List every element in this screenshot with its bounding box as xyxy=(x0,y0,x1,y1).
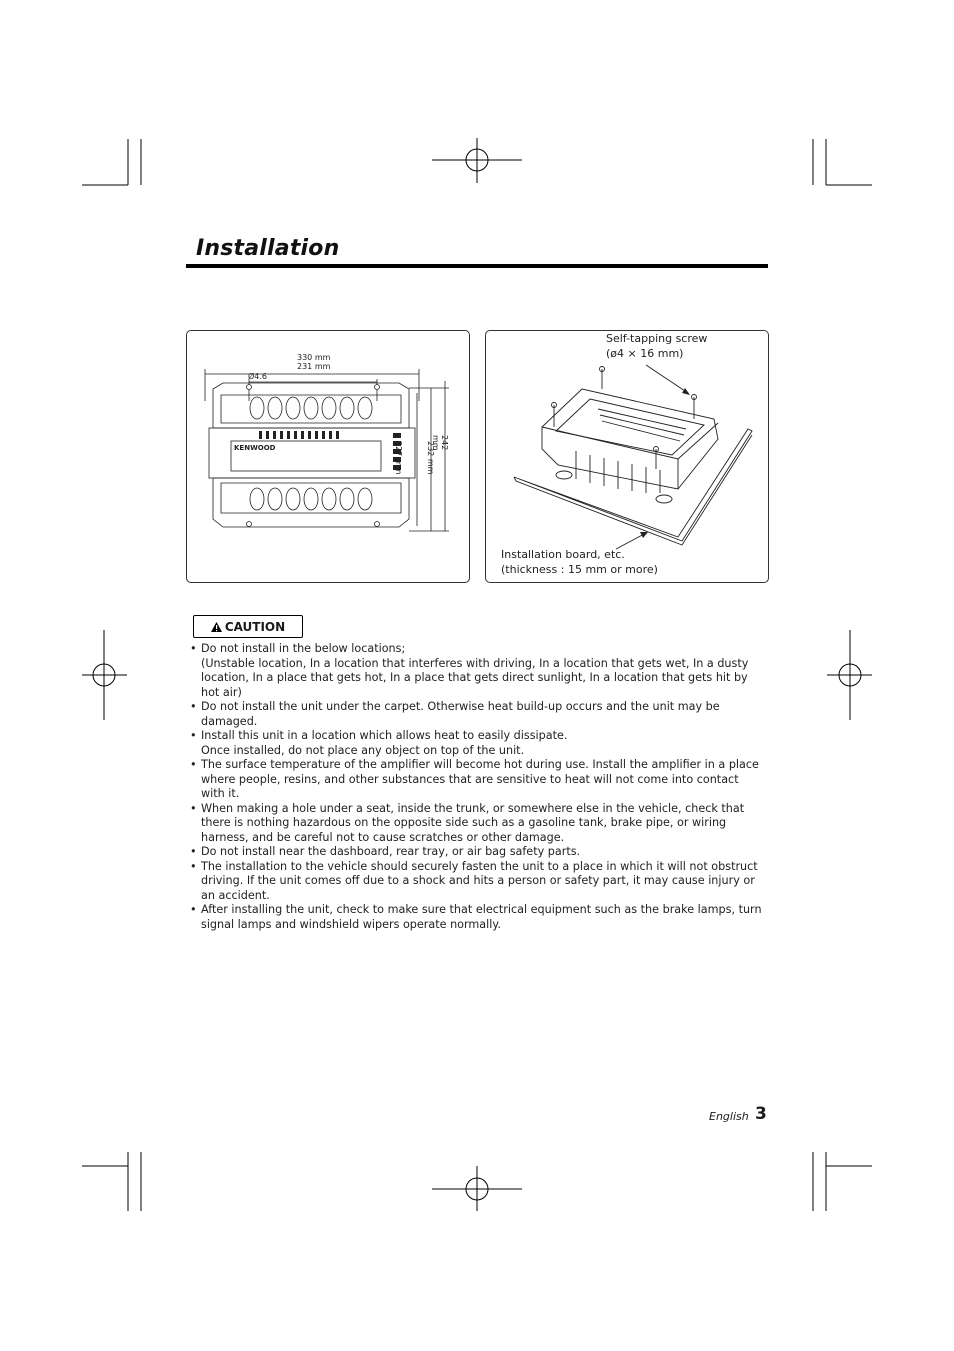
board-label-line2: (thickness : 15 mm or more) xyxy=(501,563,658,576)
list-item-text: Do not install the unit under the carpet. Otherwise heat build-up occurs and the unit may be damaged. xyxy=(201,700,720,728)
list-item xyxy=(190,845,765,860)
title-rule xyxy=(186,264,768,268)
caution-list xyxy=(190,642,765,932)
dim-hole-diameter: Ø4.6 xyxy=(248,372,268,381)
page-number: 3 xyxy=(755,1104,767,1124)
amplifier-perspective-view xyxy=(486,331,768,582)
page-title: Installation xyxy=(196,236,340,261)
dim-width-inner: 231 mm xyxy=(297,362,331,371)
brand-logo: KENWOOD xyxy=(234,444,276,452)
list-item-subtext: Once installed, do not place any object on top of the unit. xyxy=(201,743,525,757)
list-item-text: Install this unit in a location which allows heat to easily dissipate. xyxy=(201,729,568,742)
installation-figure xyxy=(485,330,769,583)
list-item xyxy=(190,729,765,758)
list-item-text: The installation to the vehicle should securely fasten the unit to a place in which it will not obstruct driving. If the unit comes off due to a shock and hits a person or safety part, it may cause injury or an accident. xyxy=(201,859,758,902)
list-item xyxy=(190,860,765,904)
dim-height-227: 227 mm xyxy=(394,441,403,475)
dim-height-232: 232 mm xyxy=(426,441,435,475)
list-item xyxy=(190,802,765,846)
caution-label: CAUTION xyxy=(224,619,286,634)
list-item xyxy=(190,758,765,802)
list-item-text: Do not install near the dashboard, rear tray, or air bag safety parts. xyxy=(201,845,581,858)
list-item-text: After installing the unit, check to make sure that electrical equipment such as the brake lamps, turn signal lamps and windshield wipers operate normally. xyxy=(201,903,762,931)
list-item xyxy=(190,700,765,729)
list-item-text: Do not install in the below locations; xyxy=(201,642,406,655)
dim-width-outer: 330 mm xyxy=(297,353,331,362)
footer-language: English xyxy=(709,1110,749,1123)
dim-height-242: 242 mm xyxy=(431,435,449,451)
list-item-text: The surface temperature of the amplifier will become hot during use. Install the amplifier in a place where people, resins, and other substances that are sensitive to heat will not come into contact with it. xyxy=(201,758,759,800)
list-item-text: When making a hole under a seat, inside the trunk, or somewhere else in the vehicle, check that there is nothing hazardous on the opposite side such as a gasoline tank, brake pipe, or wiring harness, and be careful not to cause scratches or other damage. xyxy=(201,801,745,844)
list-item xyxy=(190,903,765,932)
list-item-subtext: (Unstable location, In a location that interferes with driving, In a location that gets wet, In a dusty location, In a place that gets hot, In a place that gets direct sunlight, In a location that gets hit by hot air) xyxy=(201,656,749,699)
screw-label-line1: Self-tapping screw xyxy=(606,332,708,345)
dimension-figure xyxy=(186,330,470,583)
screw-label-line2: (ø4 × 16 mm) xyxy=(606,347,684,360)
caution-badge xyxy=(193,615,303,638)
board-label-line1: Installation board, etc. xyxy=(501,548,625,561)
warning-triangle-icon xyxy=(211,622,222,632)
list-item xyxy=(190,642,765,700)
